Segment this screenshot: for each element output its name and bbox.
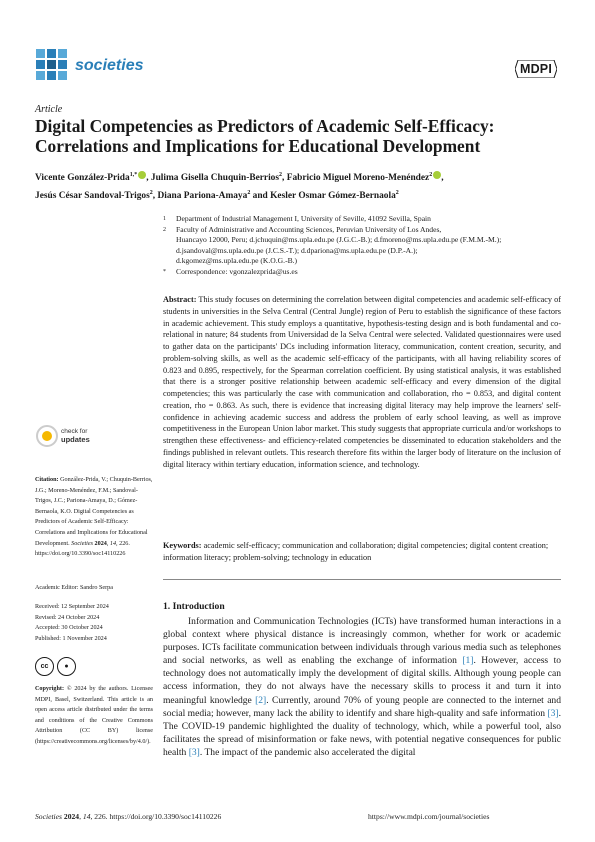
- keywords-text: academic self-efficacy; communication and collaboration; digital competencies; digital content creation; information literacy; problem-solving; technology in education: [163, 541, 549, 562]
- author-name[interactable]: Vicente González-Prida: [35, 173, 130, 184]
- published-date: Published: 1 November 2024: [35, 635, 107, 642]
- author-name[interactable]: and Kesler Osmar Gómez-Bernaola: [250, 191, 396, 202]
- accepted-date: Accepted: 30 October 2024: [35, 625, 103, 632]
- divider: [163, 579, 561, 580]
- revised-date: Revised: 24 October 2024: [35, 614, 100, 621]
- author-name[interactable]: Jesús César Sandoval-Trigos: [35, 191, 150, 202]
- by-icon: ●: [57, 657, 76, 676]
- affiliation-text: Faculty of Administrative and Accounting Sciences, Peruvian University of Los Andes,: [176, 224, 442, 234]
- article-type: Article: [35, 104, 63, 115]
- keywords: [163, 540, 561, 564]
- received-date: Received: 12 September 2024: [35, 604, 109, 610]
- section-heading: 1. Introduction: [163, 601, 225, 612]
- cc-by-license-icon[interactable]: [35, 657, 90, 677]
- correspondence[interactable]: Correspondence: vgonzalezprida@us.es: [176, 266, 298, 276]
- journal-name: societies: [75, 57, 144, 74]
- affiliation-text: d.kgomez@ms.upla.edu.pe (K.O.G.-B.): [176, 256, 298, 266]
- cc-icon: cc: [35, 657, 54, 676]
- author-list: Vicente González-Prida$^{1,*}$ , Julima Gisella Chuquin-Berrios$^2$, Fabricio Miguel Moreno-Menéndez$^2$ , Jesús César Sandoval-Trigos$^2$, Diana Pariona-Amaya$^2$ and Kesler Osmar Gómez-Bernaola$^2$: [35, 172, 444, 202]
- affiliation-text: Department of Industrial Management I, University of Seville, 41092 Sevilla, Spain: [176, 214, 431, 223]
- citation-link[interactable]: [2]: [255, 694, 267, 706]
- abstract-label: Abstract:: [163, 295, 197, 304]
- check-updates-icon: [36, 425, 58, 447]
- footer-journal-url[interactable]: https://www.mdpi.com/journal/societies: [368, 812, 490, 821]
- orcid-icon[interactable]: [138, 171, 146, 179]
- paper-title: Digital Competencies as Predictors of Academic Self-Efficacy: Correlations and Implications for Educational Development: [35, 116, 495, 156]
- check-for-updates-button[interactable]: check for updates: [36, 425, 90, 447]
- author-name[interactable]: , Julima Gisella Chuquin-Berrios: [146, 173, 280, 184]
- abstract: [163, 294, 561, 470]
- dates-block: [35, 602, 153, 644]
- affiliation-text: d.jsandoval@ms.upla.edu.pe (J.C.S.-T.); d.dpariona@ms.upla.edu.pe (D.P.-A.);: [176, 245, 418, 255]
- mdpi-logo: MDPI: [515, 60, 557, 78]
- citation-doi[interactable]: , 226. https://doi.org/10.3390/soc14110226: [35, 540, 130, 558]
- keywords-label: Keywords:: [163, 541, 202, 550]
- citation-link[interactable]: [3]: [188, 746, 200, 758]
- citation-link[interactable]: [3]: [547, 707, 559, 719]
- academic-editor: Academic Editor: Sandro Serpa: [35, 585, 113, 591]
- journal-logo-icon: [35, 48, 68, 81]
- intro-paragraph: Information and Communication Technologies (ICTs) have transformed human interactions in a global context where physical distance is increasingly common, whether for work or academic purposes. ICTs facilitate communication between individuals through various media such as telephones and social networks, as well as enabling the exchange of information [1]. However, access to technology does not automatically imply the development of digital skills. Although young people can access information, they do not always have the necessary skills to process it and turn it into meaningful knowledge [2]. Currently, around 70% of young people are connected to the internet and social media; however, many lack the ability to identify and share high-quality and safe information [3]. The COVID-19 pandemic highlighted the duality of technology, which, while a powerful tool, also facilitates the spread of misinformation or fake news, with potential negative consequences for public health [3]. The impact of the pandemic also accelerated the digital: [163, 616, 561, 758]
- affiliations: 1 Department of Industrial Management I, University of Seville, 41092 Sevilla, Spain 2 Faculty of Administrative and Accounting Sciences, Peruvian University of Los Andes, Huancayo 12000, Peru; d.jchuquin@ms.upla.edu.pe (J.G.C.-B.); d.fmoreno@ms.upla.edu.pe (F.M.M.-M.); d.jsandoval@ms.upla.edu.pe (J.C.S.-T.); d.dpariona@ms.upla.edu.pe (D.P.-A.); d.kgomez@ms.upla.edu.pe (K.O.G.-B.) * Correspondence: vgonzalezprida@us.es: [163, 214, 502, 276]
- abstract-text: This study focuses on determining the correlation between digital competencies and academic self-efficacy of students in universities in the Selva Central (Central Jungle) region of Peru to establish the significance of these factors in academic achievement. This study employs a quantitative, hypothesis-testing design and is both fundamental and co-relational in nature; 84 students from Universidad de la Selva Central were selected. Validated questionnaires were used to gather data on the participants' DCs including information literacy, communication, content creation, security, and problem-solving skills, as well as the academic self-efficacy of the participants, with all having reliability scores of 0.823 and 0.895, respectively, for the Spearman correlation coefficient. By using statistical analysis, it was established that there is a stronger positive relationship between academic self-efficacy and every dimension of the digital competencies; this was particularly the case with communication and collaboration, rho = 0.853, and digital content creation, rho = 0.863. As such, there is evidence that increasing digital literacy may help improve the learners' self-confidence in achieving academic success and address the problem of early school leaving, as well as improve competitiveness in the European Union labor market. This study suggests that appropriate curricula and/or workshops to strengthen these effectiveness- and efficiency-related competencies be disseminated to education stakeholders and the findings published in relevant outlets. This research therefore fits within the larger body of literature on the inclusion of digital literacy within tertiary education, information science, and technology.: [163, 295, 562, 469]
- citation-block: Citation: González-Prida, V.; Chuquin-Berrios, J.G.; Moreno-Menéndez, F.M.; Sandoval-Trigos, J.C.; Pariona-Amaya, D.; Gómez-Bernaola, K.O. Digital Competencies as Predictors of Academic Self-Efficacy: Correlations and Implications for Educational Development. Societies 2024, 14, 226. https://doi.org/10.3390/soc14110226: [35, 477, 153, 558]
- citation-link[interactable]: [1]: [462, 655, 474, 667]
- footer-citation: Societies 2024, 14, 226. https://doi.org/10.3390/soc14110226: [35, 812, 222, 821]
- author-name[interactable]: , Fabricio Miguel Moreno-Menéndez: [282, 173, 430, 184]
- author-name[interactable]: , Diana Pariona-Amaya: [152, 191, 248, 202]
- copyright-block: Copyright: © 2024 by the authors. Licensee MDPI, Basel, Switzerland. This article is an open access article distributed under the terms and conditions of the Creative Commons Attribution (CC BY) license (https://creativecommons.org/licenses/by/4.0/).: [35, 686, 153, 745]
- affiliation-text: Huancayo 12000, Peru; d.jchuquin@ms.upla.edu.pe (J.G.C.-B.); d.fmoreno@ms.upla.edu.pe (F.M.M.-M.);: [176, 235, 502, 245]
